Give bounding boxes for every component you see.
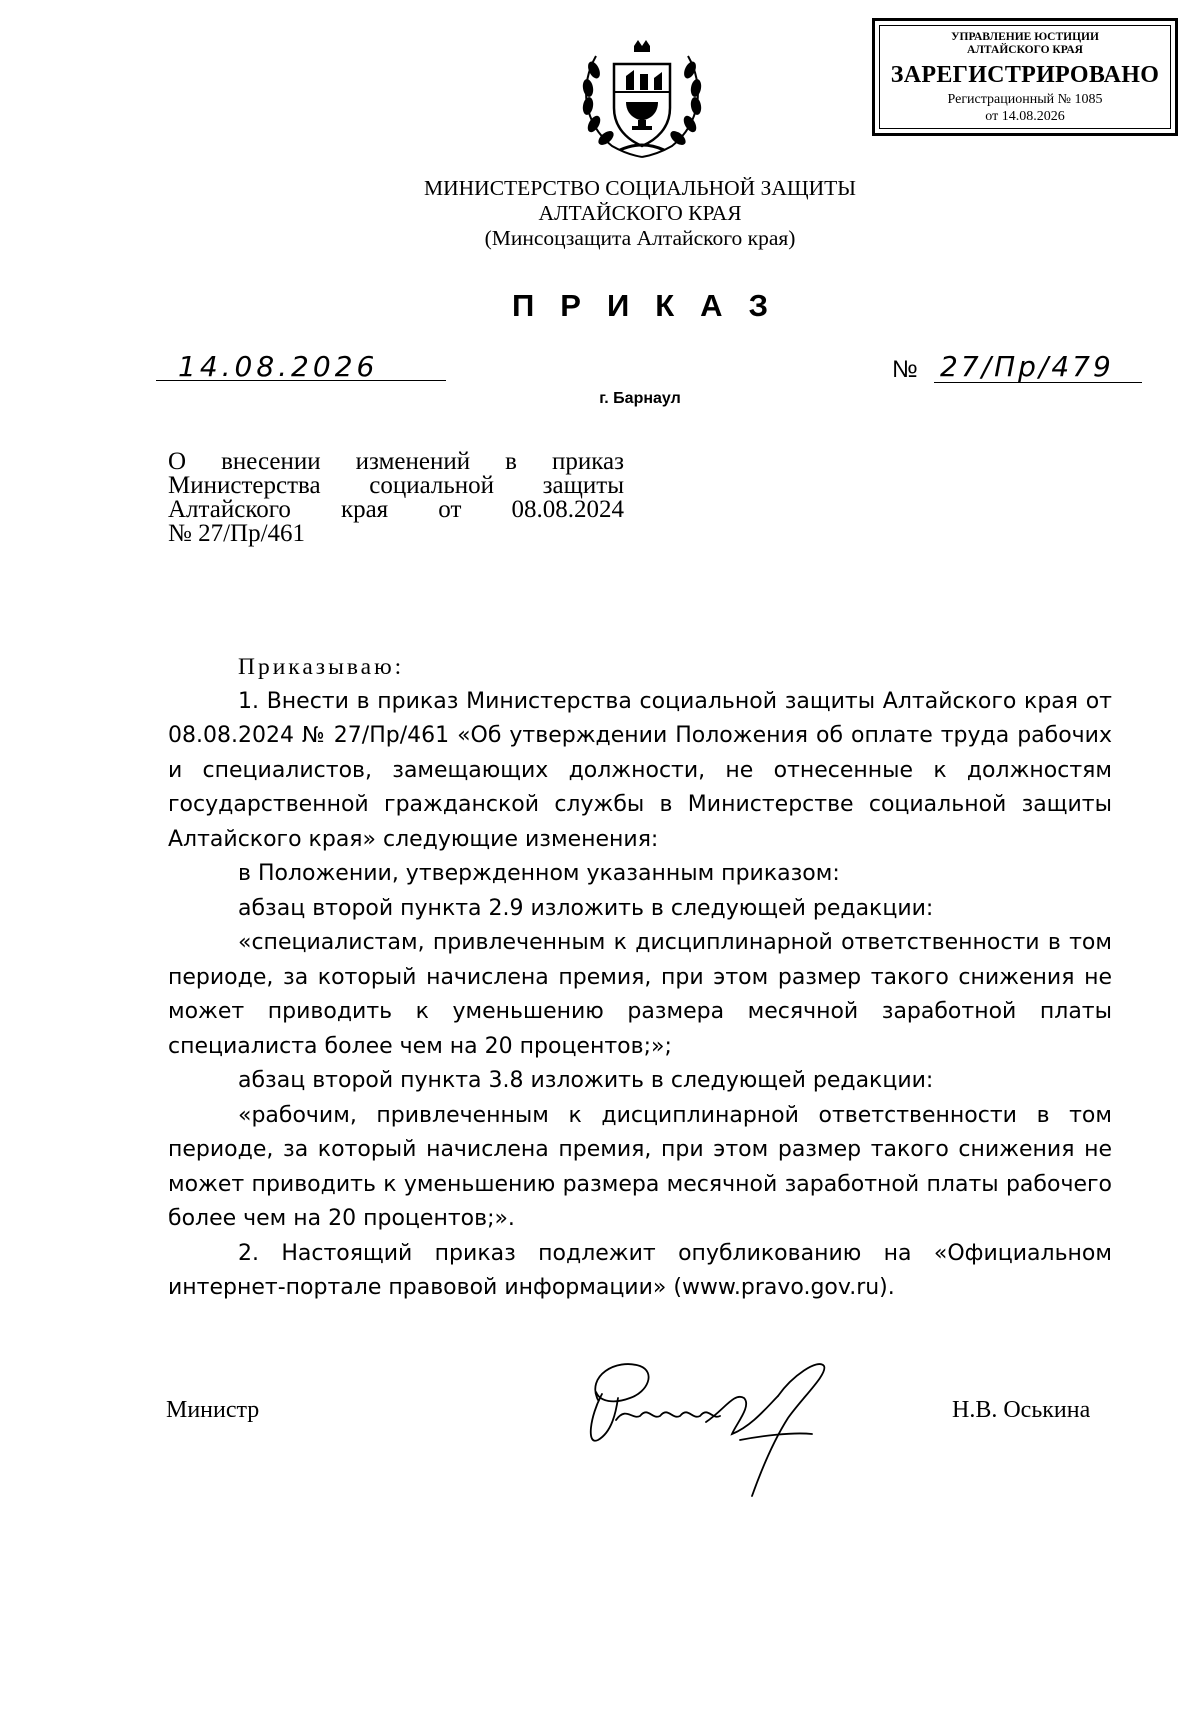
ministry-short-name: (Минсоцзащита Алтайского края) [484, 226, 796, 250]
signatory-position: Министр [166, 1397, 260, 1423]
paragraph-6: «рабочим, привлеченным к дисциплинарной ответственности в том периоде, за который начислена премия, при этом размер такого снижения не может приводить к уменьшению размера месячной заработной платы рабочего более чем на 20 процентов;». [168, 1102, 1112, 1231]
ministry-header [340, 176, 940, 251]
order-number: 27/Пр/479 [940, 350, 1114, 383]
stamp-reg-date: от 14.08.2026 [985, 109, 1065, 124]
ministry-name-line2: АЛТАЙСКОГО КРАЯ [538, 201, 742, 225]
paragraph-7: 2. Настоящий приказ подлежит опубликованию на «Официальном интернет-портале правовой информации» (www.pravo.gov.ru). [168, 1240, 1112, 1300]
order-date: 14.08.2026 [178, 350, 379, 383]
paragraph-2: в Положении, утвержденном указанным приказом: [238, 861, 840, 886]
stamp-org-line1: УПРАВЛЕНИЕ ЮСТИЦИИ [951, 31, 1099, 43]
number-underline [934, 382, 1142, 383]
order-body [168, 650, 1112, 1306]
registration-stamp-inner [879, 25, 1171, 129]
paragraph-3: абзац второй пункта 2.9 изложить в следующей редакции: [238, 895, 934, 921]
order-subject [168, 450, 624, 546]
handwritten-signature [556, 1336, 886, 1516]
number-sign: № [892, 356, 918, 383]
signatory-name: Н.В. Оськина [952, 1397, 1091, 1423]
paragraph-1: 1. Внести в приказ Министерства социальной защиты Алтайского края от 08.08.2024 № 27/Пр/461 «Об утверждении Положения об оплате труда рабочих и специалистов, замещающих должности, не отнесенные к должностям государственной гражданской службы в Министерстве социальной защиты Алтайского края» следующие изменения: [168, 688, 1112, 852]
document-type-title: ПРИКАЗ [512, 288, 794, 323]
city: г. Барнаул [599, 390, 681, 407]
paragraph-4: «специалистам, привлеченным к дисциплинарной ответственности в том периоде, за который начислена премия, при этом размер такого снижения не может приводить к уменьшению размера месячной заработной платы специалиста более чем на 20 процентов;»; [168, 930, 1112, 1059]
subject-line2: Министерства социальной защиты [168, 472, 624, 499]
stamp-status: ЗАРЕГИСТРИРОВАНО [890, 62, 1160, 88]
orders-word: Приказываю: [238, 654, 405, 680]
subject-line4: № 27/Пр/461 [168, 520, 306, 547]
subject-line1: О внесении изменений в приказ [168, 448, 624, 475]
subject-line3: Алтайского края от 08.08.2024 [168, 496, 624, 523]
registration-stamp [872, 18, 1178, 136]
altai-krai-coat-of-arms-icon [574, 36, 710, 160]
paragraph-5: абзац второй пункта 3.8 изложить в следующей редакции: [238, 1068, 934, 1093]
stamp-reg-number: Регистрационный № 1085 [947, 92, 1103, 107]
date-underline [156, 380, 446, 381]
ministry-name-line1: МИНИСТЕРСТВО СОЦИАЛЬНОЙ ЗАЩИТЫ [424, 176, 856, 200]
stamp-org-line2: АЛТАЙСКОГО КРАЯ [967, 44, 1083, 56]
